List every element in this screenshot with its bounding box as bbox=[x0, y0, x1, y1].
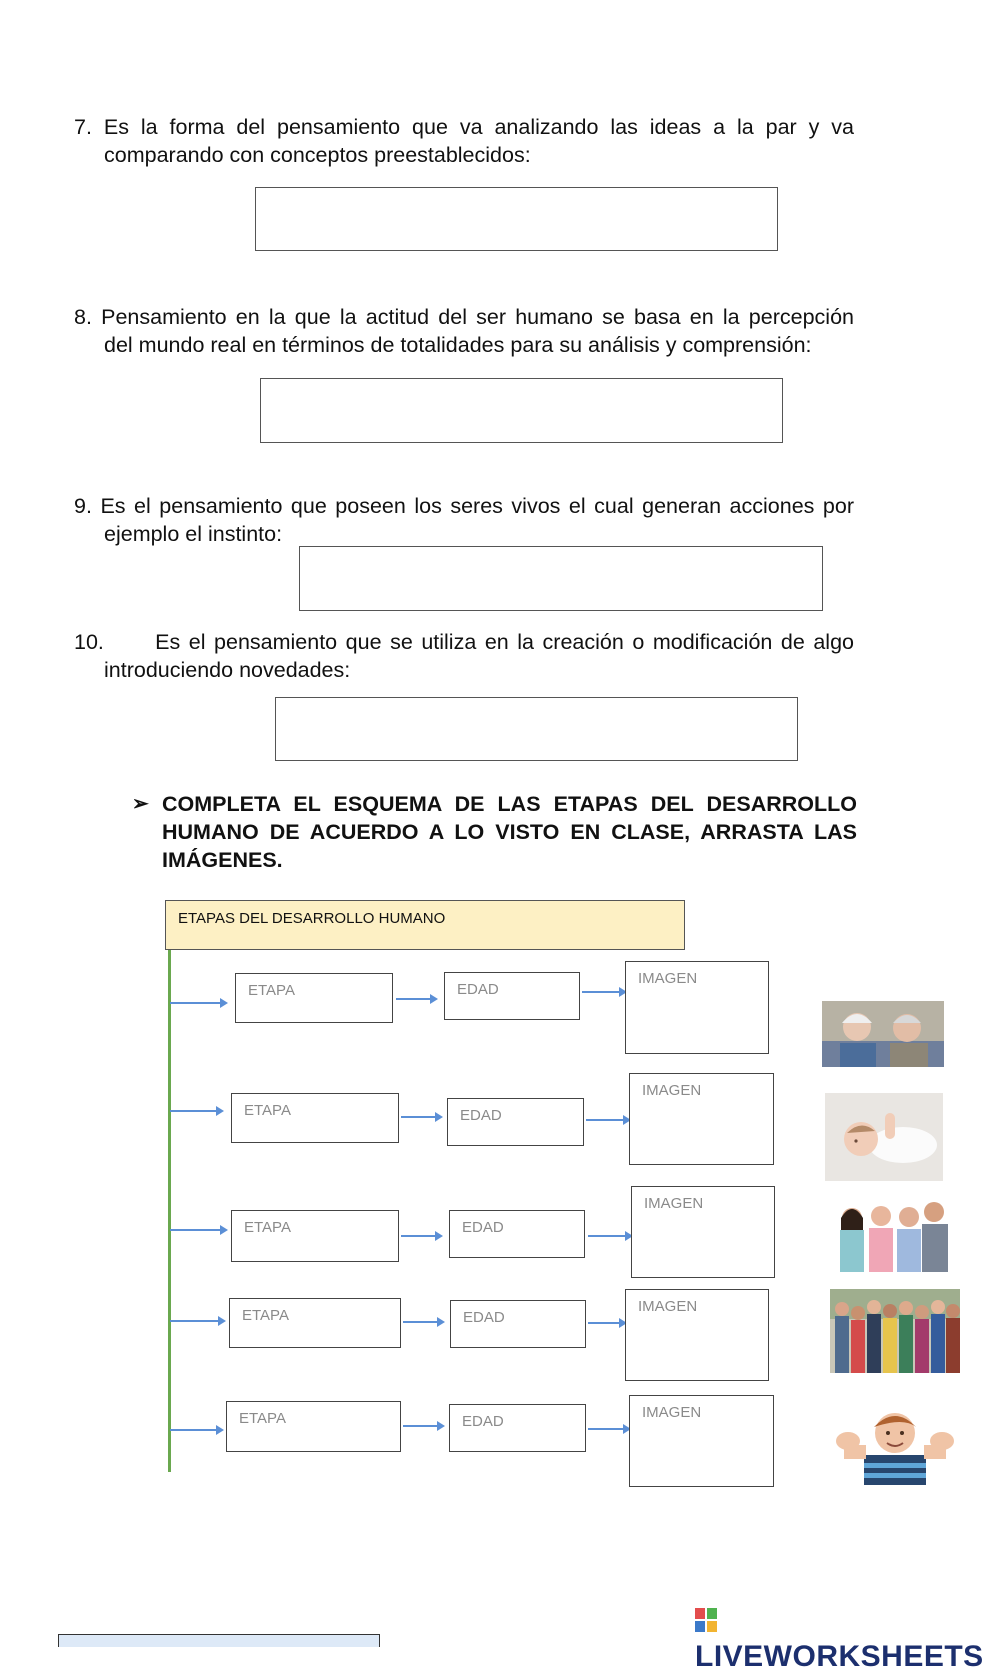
edad-box-3[interactable] bbox=[449, 1210, 585, 1258]
edad-box-1[interactable] bbox=[444, 972, 580, 1020]
question-number: 7. bbox=[74, 115, 92, 139]
etapa-label: ETAPA bbox=[239, 1410, 286, 1427]
imagen-label: IMAGEN bbox=[644, 1195, 704, 1212]
imagen-drop-zone-2[interactable] bbox=[629, 1073, 774, 1165]
imagen-drop-zone-5[interactable] bbox=[629, 1395, 774, 1487]
question-text-line1: Es el pensamiento que se utiliza en la creación o modificación de algo bbox=[155, 630, 854, 654]
connector-arrow bbox=[170, 1110, 218, 1112]
bottom-panel-edge bbox=[58, 1634, 380, 1647]
etapa-label: ETAPA bbox=[244, 1102, 291, 1119]
connector-arrow bbox=[586, 1119, 625, 1121]
question-text-line1: Pensamiento en la que la actitud del ser humano se basa en la percepción bbox=[101, 305, 854, 329]
question-text-line1: Es la forma del pensamiento que va analizando las ideas a la par y va bbox=[103, 115, 854, 139]
edad-label: EDAD bbox=[463, 1309, 505, 1326]
connector-arrow bbox=[401, 1116, 437, 1118]
elderly-couple-photo[interactable] bbox=[822, 1001, 944, 1067]
etapa-label: ETAPA bbox=[248, 982, 295, 999]
question-7 bbox=[74, 113, 854, 169]
liveworksheets-logo bbox=[695, 1603, 1000, 1674]
question-text-line2: ejemplo el instinto: bbox=[104, 522, 283, 546]
liveworksheets-logo-icon bbox=[695, 1606, 717, 1640]
edad-label: EDAD bbox=[457, 981, 499, 998]
imagen-label: IMAGEN bbox=[642, 1082, 702, 1099]
etapa-box-2[interactable] bbox=[231, 1093, 399, 1143]
answer-input-9[interactable] bbox=[300, 547, 822, 610]
question-text-line2: del mundo real en términos de totalidades para su análisis y comprensión: bbox=[104, 333, 812, 357]
imagen-drop-zone-3[interactable] bbox=[631, 1186, 775, 1278]
instruction-text: COMPLETA EL ESQUEMA DE LAS ETAPAS DEL DESARROLLO HUMANO DE ACUERDO A LO VISTO EN CLASE, ARRASTA LAS IMÁGENES. bbox=[162, 792, 857, 872]
connector-arrow bbox=[403, 1425, 439, 1427]
child-photo[interactable] bbox=[834, 1403, 956, 1485]
etapa-label: ETAPA bbox=[244, 1219, 291, 1236]
edad-label: EDAD bbox=[460, 1107, 502, 1124]
connector-arrow bbox=[403, 1321, 439, 1323]
question-number: 10. bbox=[74, 630, 104, 654]
answer-box-7[interactable] bbox=[255, 187, 778, 251]
adults-group-photo[interactable] bbox=[834, 1198, 950, 1272]
question-9 bbox=[74, 492, 854, 548]
question-8 bbox=[74, 303, 854, 359]
diagram-title: ETAPAS DEL DESARROLLO HUMANO bbox=[178, 910, 446, 927]
connector-arrow bbox=[582, 991, 621, 993]
connector-arrow bbox=[588, 1322, 621, 1324]
etapa-box-4[interactable] bbox=[229, 1298, 401, 1348]
connector-arrow bbox=[401, 1235, 437, 1237]
imagen-drop-zone-4[interactable] bbox=[625, 1289, 769, 1381]
etapa-box-1[interactable] bbox=[235, 973, 393, 1023]
baby-photo[interactable] bbox=[825, 1093, 943, 1181]
answer-box-8[interactable] bbox=[260, 378, 783, 443]
etapa-box-3[interactable] bbox=[231, 1210, 399, 1262]
imagen-label: IMAGEN bbox=[638, 1298, 698, 1315]
question-text-line2: introduciendo novedades: bbox=[104, 658, 351, 682]
connector-arrow bbox=[396, 998, 432, 1000]
instruction bbox=[132, 790, 857, 874]
edad-box-2[interactable] bbox=[447, 1098, 584, 1146]
question-number: 8. bbox=[74, 305, 92, 329]
edad-label: EDAD bbox=[462, 1413, 504, 1430]
answer-input-7[interactable] bbox=[256, 188, 777, 250]
imagen-label: IMAGEN bbox=[642, 1404, 702, 1421]
answer-box-10[interactable] bbox=[275, 697, 798, 761]
brand-name: LIVEWORKSHEETS bbox=[695, 1640, 984, 1673]
diagram-trunk-line bbox=[168, 950, 171, 1472]
connector-arrow bbox=[170, 1429, 218, 1431]
diagram-title-box bbox=[165, 900, 685, 950]
edad-box-4[interactable] bbox=[450, 1300, 586, 1348]
answer-input-8[interactable] bbox=[261, 379, 782, 442]
question-text-line2: comparando con conceptos preestablecidos: bbox=[104, 143, 531, 167]
edad-label: EDAD bbox=[462, 1219, 504, 1236]
question-number: 9. bbox=[74, 494, 92, 518]
teenagers-group-photo[interactable] bbox=[830, 1289, 960, 1373]
imagen-label: IMAGEN bbox=[638, 970, 698, 987]
arrow-bullet-icon: ➢ bbox=[132, 793, 149, 815]
connector-arrow bbox=[170, 1320, 220, 1322]
question-10 bbox=[74, 628, 854, 684]
imagen-drop-zone-1[interactable] bbox=[625, 961, 769, 1054]
answer-box-9[interactable] bbox=[299, 546, 823, 611]
etapa-box-5[interactable] bbox=[226, 1401, 401, 1452]
etapa-label: ETAPA bbox=[242, 1307, 289, 1324]
connector-arrow bbox=[170, 1229, 222, 1231]
edad-box-5[interactable] bbox=[449, 1404, 586, 1452]
question-text-line1: Es el pensamiento que poseen los seres vivos el cual generan acciones por bbox=[100, 494, 854, 518]
connector-arrow bbox=[588, 1235, 627, 1237]
connector-arrow bbox=[588, 1428, 625, 1430]
connector-arrow bbox=[170, 1002, 222, 1004]
answer-input-10[interactable] bbox=[276, 698, 797, 760]
